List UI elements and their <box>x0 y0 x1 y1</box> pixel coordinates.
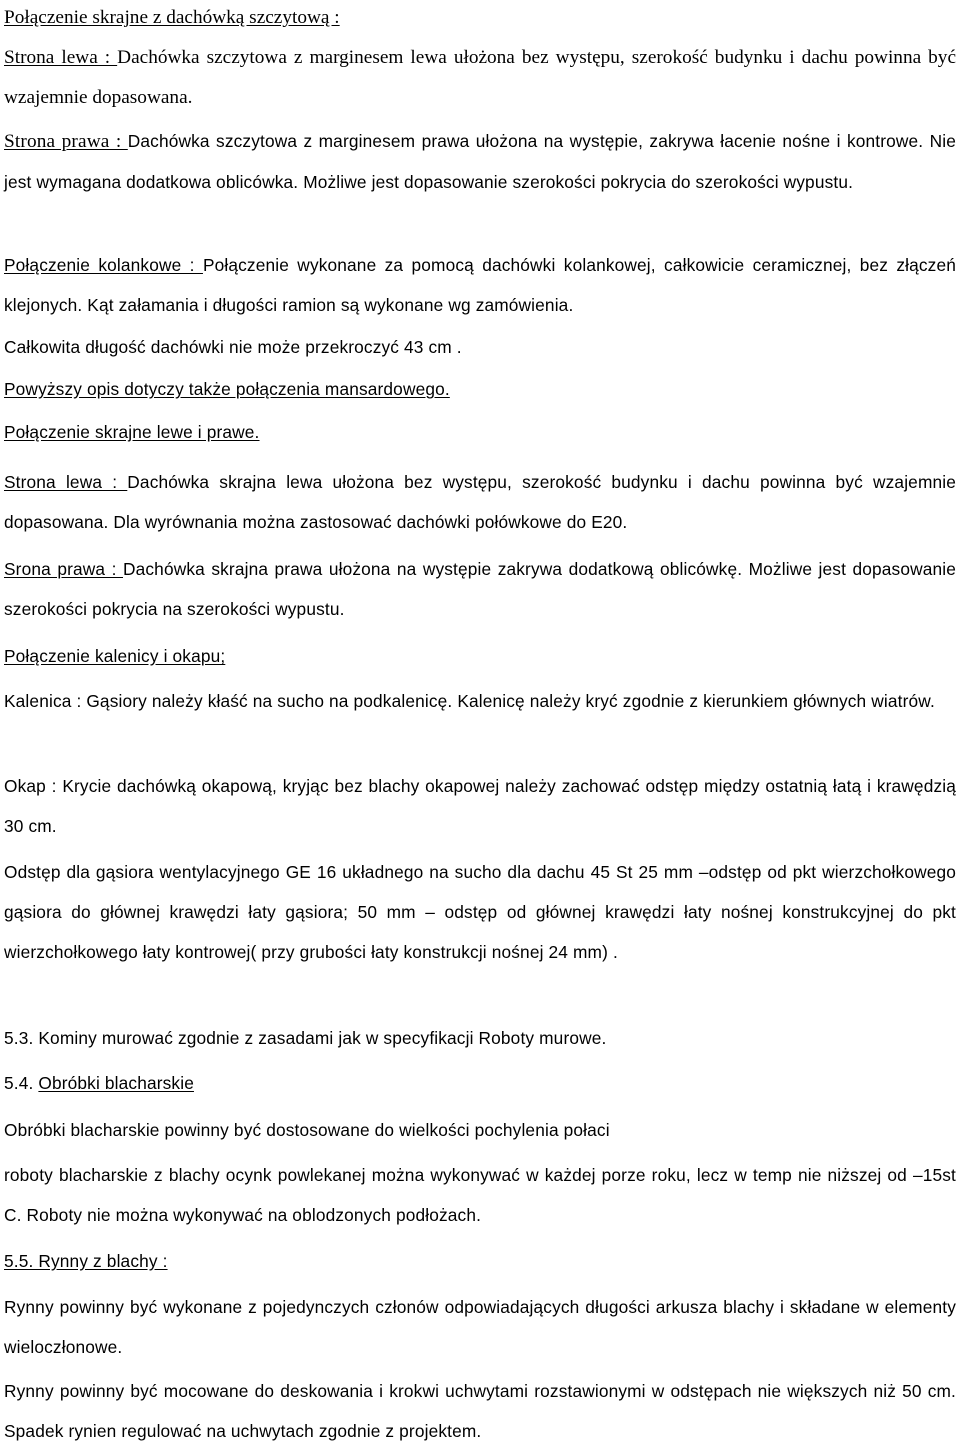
paragraph-eaves: Okap : Krycie dachówką okapową, kryjąc bez blachy okapowej należy zachować odstęp między ostatnią łatą i krawędzią 30 cm. <box>4 776 956 836</box>
paragraph-gutter-mounting: Rynny powinny być mocowane do deskowania i krokwi uchwytami rozstawionymi w odstępach nie większych niż 50 cm. Spadek rynien regulować na uchwytach zgodnie z projektem. <box>4 1381 956 1441</box>
heading-gutters: 5.5. Rynny z blachy : <box>4 1251 168 1271</box>
paragraph-left-gable <box>4 38 956 118</box>
text-right-gable: Dachówka szczytowa z marginesem prawa ułożona na występie, zakrywa łacenie nośne i kontrowe. Nie jest wymagana dodatkowa oblicówka. Możliwe jest dopasowanie szerokości pokrycia do szerokości wypustu. <box>4 131 956 192</box>
section-number-flashing: 5.4. <box>4 1073 39 1093</box>
heading-flashing <box>4 1063 956 1103</box>
text-right-edge: Dachówka skrajna prawa ułożona na występie zakrywa dodatkową oblicówkę. Możliwe jest dopasowanie szerokości pokrycia na szerokości wypustu. <box>4 559 956 619</box>
text-left-gable: Dachówka szczytowa z marginesem lewa ułożona bez występu, szerokość budynku i dachu powinna być wzajemnie dopasowana. <box>4 47 956 108</box>
section-title-flashing: Obróbki blacharskie <box>38 1073 194 1093</box>
paragraph-flashing-slope: Obróbki blacharskie powinny być dostosowane do wielkości pochylenia połaci <box>4 1120 610 1140</box>
label-left-edge: Strona lewa : <box>4 472 128 492</box>
paragraph-left-edge <box>4 462 956 542</box>
paragraph-knee-connection <box>4 245 956 325</box>
paragraph-right-edge <box>4 549 956 629</box>
paragraph-tile-length: Całkowita długość dachówki nie może przekroczyć 43 cm . <box>4 337 462 357</box>
text-left-edge: Dachówka skrajna lewa ułożona bez występu, szerokość budynku i dachu powinna być wzajemnie dopasowana. Dla wyrównania można zastosować dachówki połówkowe do E20. <box>4 472 956 532</box>
heading-edge-connection: Połączenie skrajne lewe i prawe. <box>4 422 260 442</box>
paragraph-mansard-note: Powyższy opis dotyczy także połączenia mansardowego. <box>4 379 450 399</box>
paragraph-ventilation-ridge: Odstęp dla gąsiora wentylacyjnego GE 16 układnego na sucho dla dachu 45 St 25 mm –odstęp od pkt wierzchołkowego gąsiora do głównej krawędzi łaty gąsiora; 50 mm – odstęp od głównej krawędzi łaty nośnej konstrukcyjnej do pkt wierzchołkowego łaty kontrowej( przy grubości łaty konstrukcji nośnej 24 mm) . <box>4 862 956 962</box>
label-right-side: Strona prawa : <box>4 131 128 152</box>
heading-gable-connection: Połączenie skrajne z dachówką szczytową : <box>4 7 340 28</box>
label-right-edge: Srona prawa : <box>4 559 123 579</box>
paragraph-right-gable <box>4 121 956 202</box>
paragraph-flashing-weather: roboty blacharskie z blachy ocynk powlekanej można wykonywać w każdej porze roku, lecz w temp nie niższej od –15st C. Roboty nie można wykonywać na oblodzonych podłożach. <box>4 1165 956 1225</box>
paragraph-chimneys: 5.3. Kominy murować zgodnie z zasadami jak w specyfikacji Roboty murowe. <box>4 1028 607 1048</box>
label-knee-connection: Połączenie kolankowe : <box>4 255 203 275</box>
paragraph-ridge: Kalenica : Gąsiory należy kłaść na sucho na podkalenicę. Kalenicę należy kryć zgodnie z kierunkiem głównych wiatrów. <box>4 691 935 711</box>
text-knee-connection: Połączenie wykonane za pomocą dachówki kolankowej, całkowicie ceramicznej, bez złączeń klejonych. Kąt załamania i długości ramion są wykonane wg zamówienia. <box>4 255 956 315</box>
label-left-side: Strona lewa : <box>4 47 118 68</box>
paragraph-gutter-segments: Rynny powinny być wykonane z pojedynczych członów odpowiadających długości arkusza blachy i składane w elementy wieloczłonowe. <box>4 1297 956 1357</box>
heading-ridge-eaves: Połączenie kalenicy i okapu; <box>4 646 226 666</box>
